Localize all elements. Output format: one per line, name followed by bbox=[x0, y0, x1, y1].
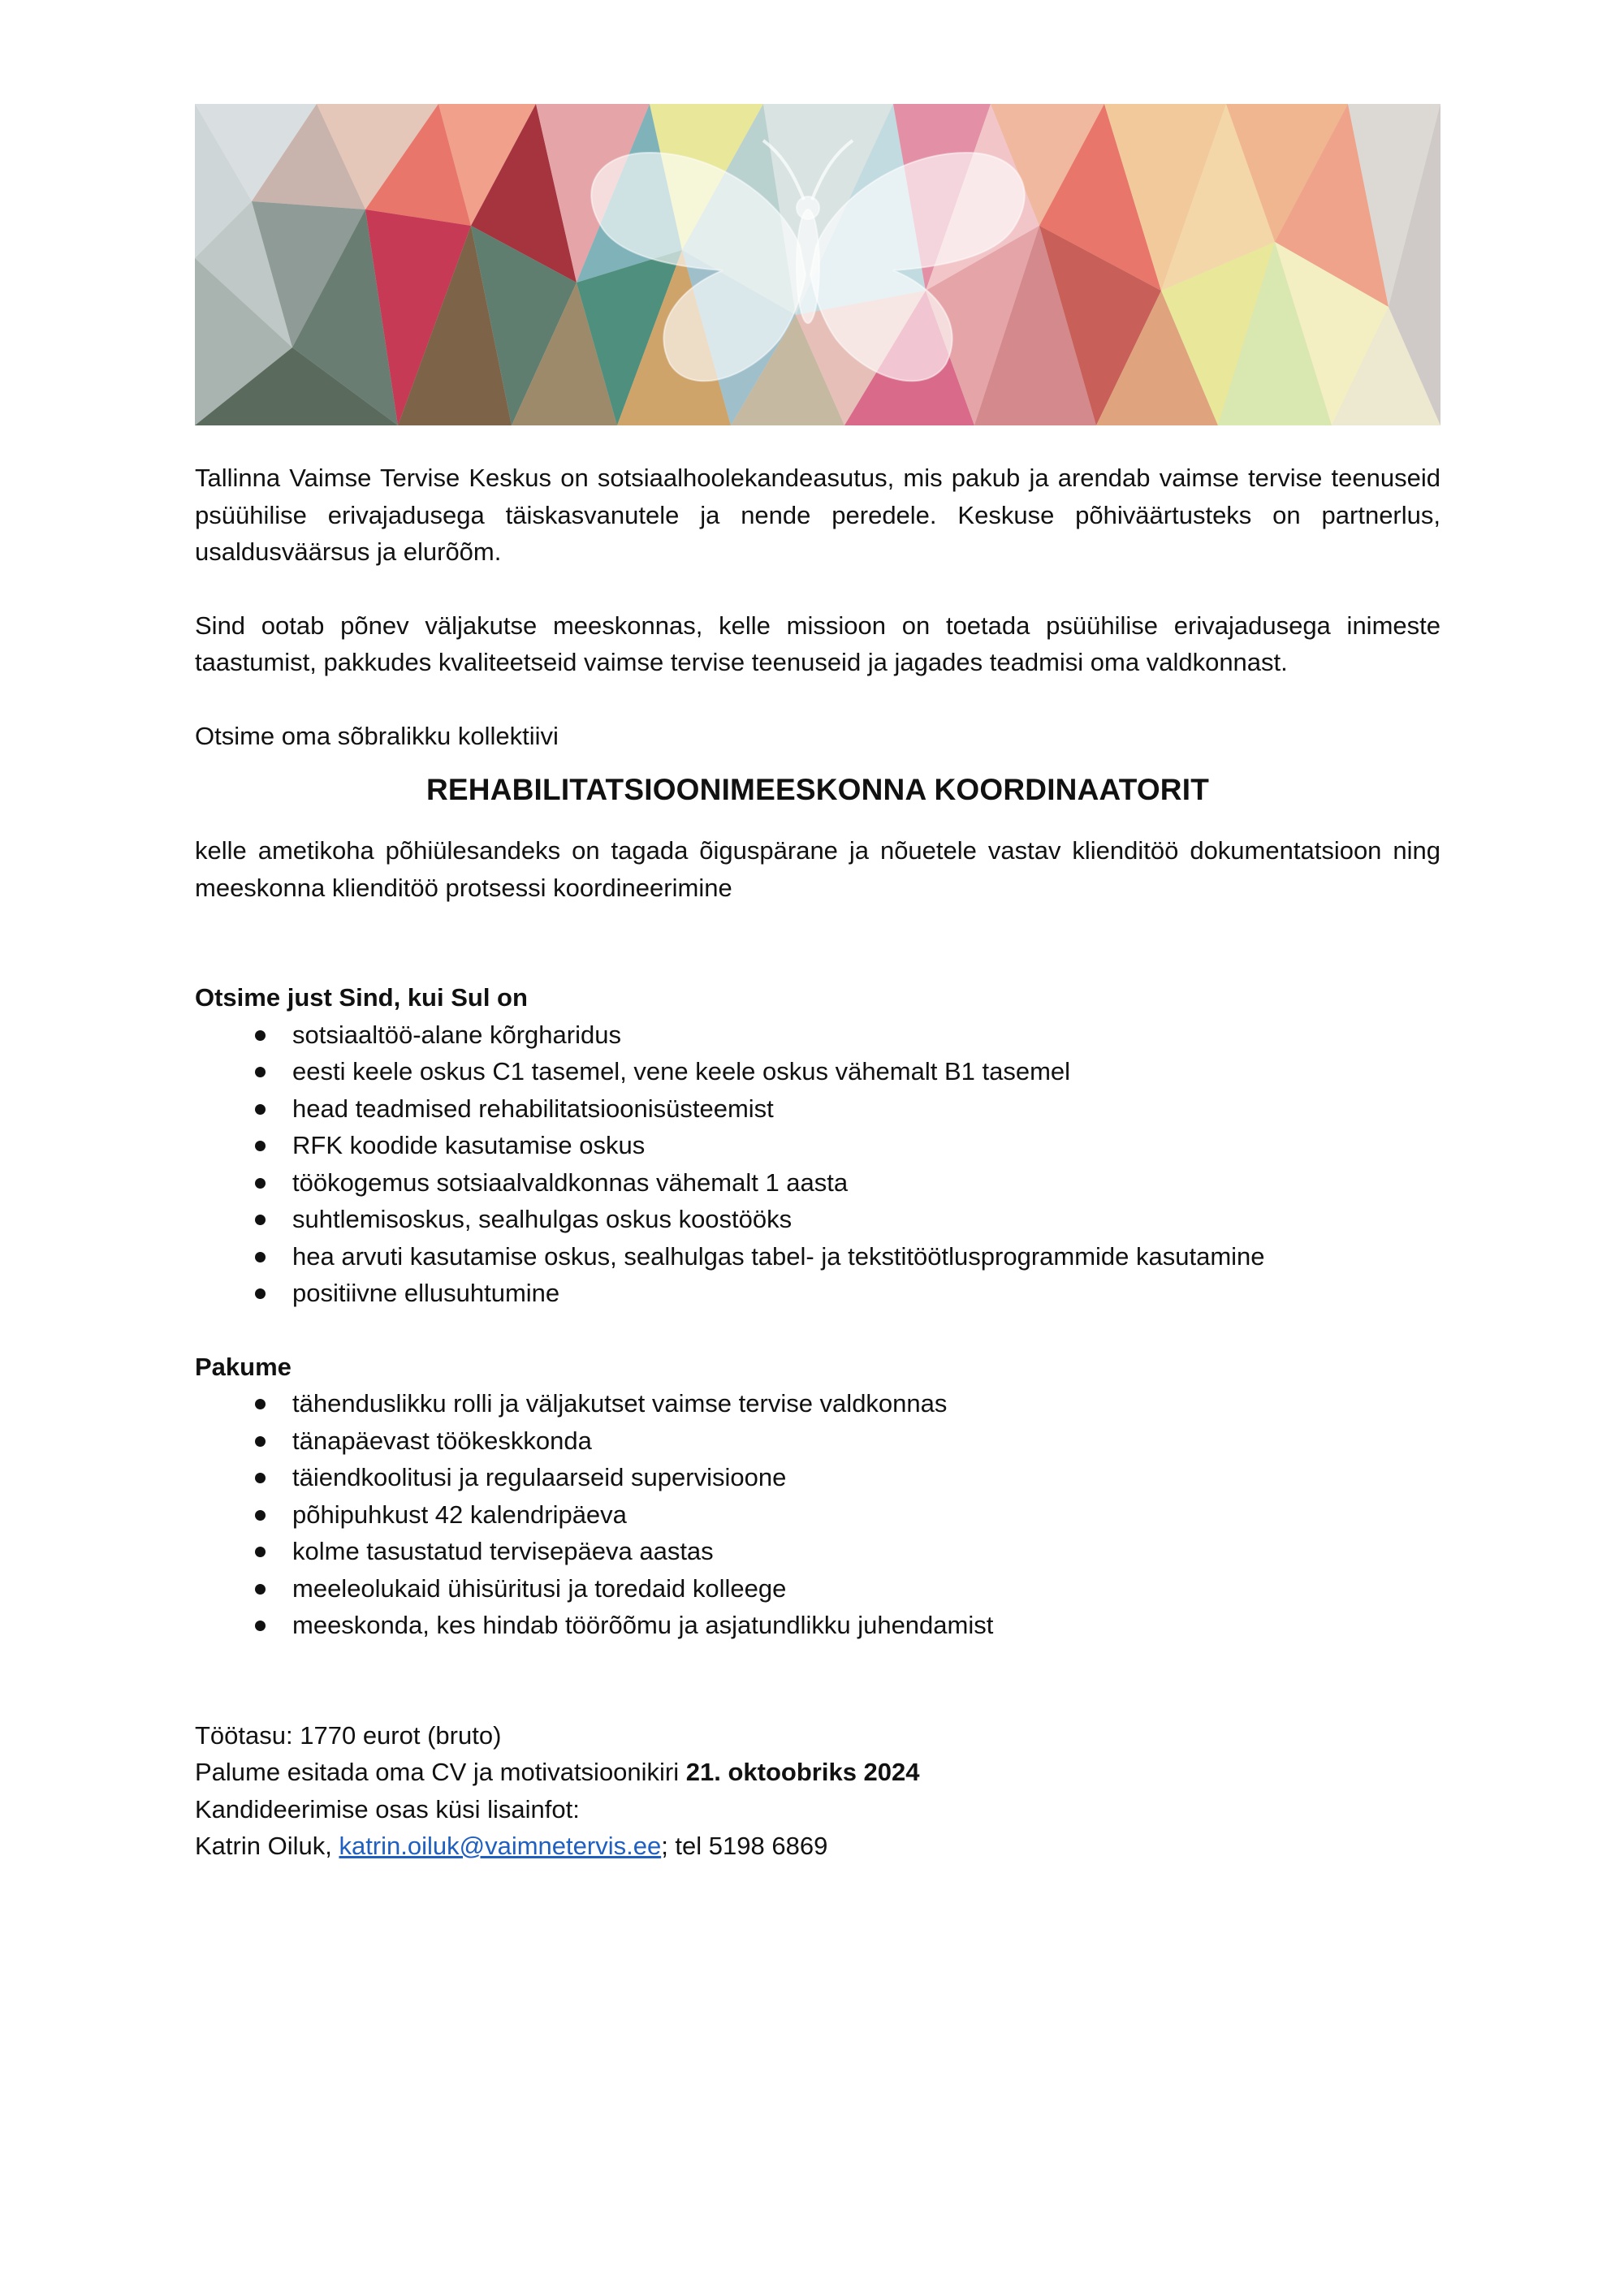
bullet-icon bbox=[255, 1288, 266, 1299]
list-item: meeleolukaid ühisüritusi ja toredaid kolleege bbox=[195, 1570, 1440, 1608]
bullet-icon bbox=[255, 1621, 266, 1631]
list-item: suhtlemisoskus, sealhulgas oskus koostööks bbox=[195, 1201, 1440, 1238]
list-item: töökogemus sotsiaalvaldkonnas vähemalt 1 aasta bbox=[195, 1164, 1440, 1202]
bullet-icon bbox=[255, 1547, 266, 1557]
deadline: 21. oktoobriks 2024 bbox=[685, 1758, 920, 1786]
bullet-icon bbox=[255, 1510, 266, 1521]
banner-image bbox=[195, 104, 1440, 425]
intro-paragraph-1: Tallinna Vaimse Tervise Keskus on sotsiaalhoolekandeasutus, mis pakub ja arendab vaimse tervise teenuseid psüühilise erivajadusega täiskasvanutele ja nende peredele. Keskuse põhiväärtusteks on partnerlus, usaldusväärsus ja elurõõm. bbox=[195, 464, 1440, 566]
list-item: meeskonda, kes hindab töörõõmu ja asjatundlikku juhendamist bbox=[195, 1607, 1440, 1644]
bullet-icon bbox=[255, 1473, 266, 1483]
info-line: Kandideerimise osas küsi lisainfot: bbox=[195, 1794, 580, 1823]
list-item: RFK koodide kasutamise oskus bbox=[195, 1127, 1440, 1164]
list-item: sotsiaaltöö-alane kõrgharidus bbox=[195, 1016, 1440, 1054]
apply-line bbox=[195, 1754, 1440, 1791]
offer-list bbox=[195, 1385, 1440, 1644]
salary-line: Töötasu: 1770 eurot (bruto) bbox=[195, 1720, 502, 1750]
bullet-icon bbox=[255, 1215, 266, 1225]
offer-heading: Pakume bbox=[195, 1352, 292, 1381]
contact-email-link[interactable]: katrin.oiluk@vaimnetervis.ee bbox=[339, 1832, 662, 1860]
list-item: põhipuhkust 42 kalendripäeva bbox=[195, 1496, 1440, 1534]
list-item: positiivne ellusuhtumine bbox=[195, 1275, 1440, 1312]
list-item: tähenduslikku rolli ja väljakutset vaimse tervise valdkonnas bbox=[195, 1385, 1440, 1422]
bullet-icon bbox=[255, 1584, 266, 1595]
bullet-icon bbox=[255, 1252, 266, 1262]
intro-paragraph-2: Sind ootab põnev väljakutse meeskonnas, kelle missioon on toetada psüühilise erivajadusega inimeste taastumist, pakkudes kvaliteetseid vaimse tervise teenuseid ja jagades teadmisi oma valdkonnast. bbox=[195, 611, 1440, 676]
list-item: hea arvuti kasutamise oskus, sealhulgas tabel- ja tekstitöötlusprogrammide kasutamine bbox=[195, 1238, 1440, 1275]
list-item: eesti keele oskus C1 tasemel, vene keele oskus vähemalt B1 tasemel bbox=[195, 1053, 1440, 1090]
bullet-icon bbox=[255, 1436, 266, 1447]
contact-line bbox=[195, 1828, 1440, 1865]
requirements-list bbox=[195, 1016, 1440, 1312]
list-item: kolme tasustatud tervisepäeva aastas bbox=[195, 1533, 1440, 1570]
bullet-icon bbox=[255, 1141, 266, 1151]
contact-name: Katrin Oiluk, bbox=[195, 1832, 339, 1860]
list-item: tänapäevast töökeskkonda bbox=[195, 1422, 1440, 1460]
bullet-icon bbox=[255, 1030, 266, 1041]
list-item: täiendkoolitusi ja regulaarseid supervisioone bbox=[195, 1459, 1440, 1496]
butterfly-banner-graphic bbox=[195, 104, 1440, 425]
requirements-heading: Otsime just Sind, kui Sul on bbox=[195, 983, 528, 1012]
apply-text: Palume esitada oma CV ja motivatsioonikiri bbox=[195, 1758, 686, 1786]
bullet-icon bbox=[255, 1399, 266, 1409]
intro-paragraph-3: Otsime oma sõbralikku kollektiivi bbox=[195, 721, 559, 750]
contact-phone: ; tel 5198 6869 bbox=[661, 1832, 828, 1860]
list-item: head teadmised rehabilitatsioonisüsteemist bbox=[195, 1090, 1440, 1128]
bullet-icon bbox=[255, 1178, 266, 1189]
job-title: REHABILITATSIOONIMEESKONNA KOORDINAATORIT bbox=[425, 773, 1210, 806]
job-description: kelle ametikoha põhiülesandeks on tagada õiguspärane ja nõuetele vastav klienditöö dokumentatsioon ning meeskonna klienditöö protsessi koordineerimine bbox=[195, 836, 1440, 902]
posting-content bbox=[195, 460, 1440, 1865]
bullet-icon bbox=[255, 1104, 266, 1115]
bullet-icon bbox=[255, 1067, 266, 1077]
